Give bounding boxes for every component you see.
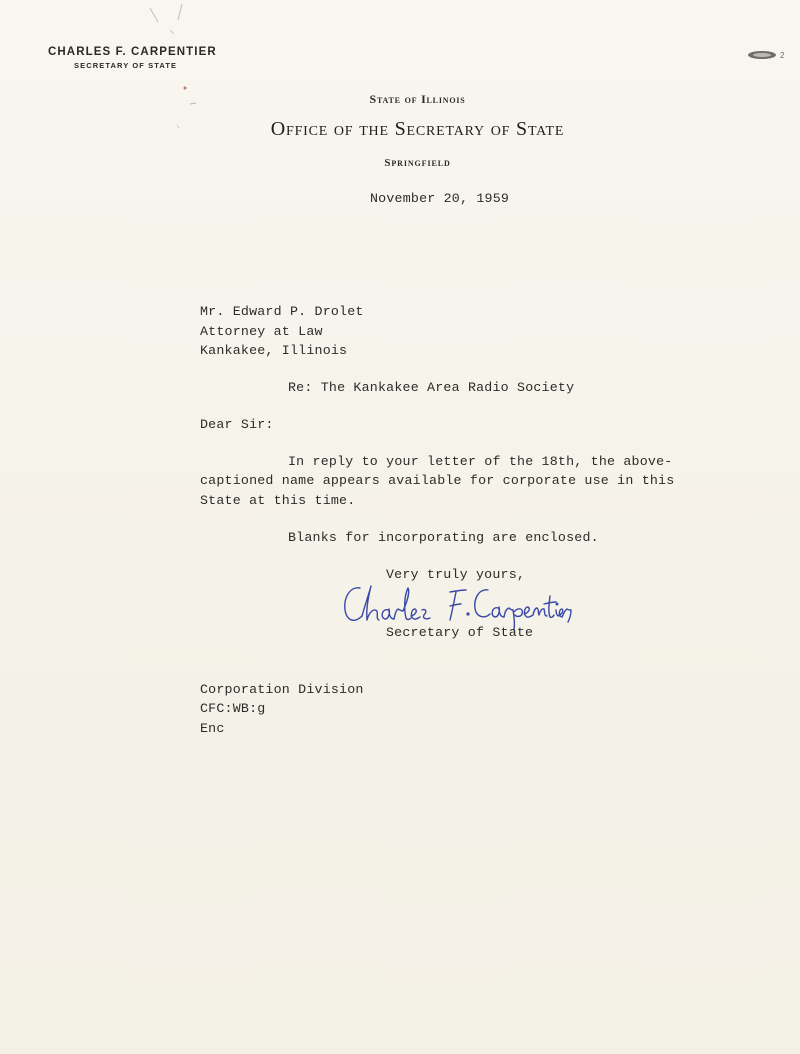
printer-union-mark-icon <box>742 48 790 62</box>
letterhead-title: SECRETARY OF STATE <box>74 61 178 70</box>
letter-date: November 20, 1959 <box>370 191 510 206</box>
svg-text:2: 2 <box>780 51 785 60</box>
reference-line: Enc <box>200 721 225 736</box>
reference-line: Corporation Division <box>200 682 364 697</box>
subject-line: Re: The Kankakee Area Radio Society <box>288 380 575 395</box>
body-line: Blanks for incorporating are enclosed. <box>288 530 599 545</box>
body-line: State at this time. <box>200 493 356 508</box>
closing: Very truly yours, <box>386 567 526 582</box>
address-line: Kankakee, Illinois <box>200 343 348 358</box>
office-heading: Office of the Secretary of State <box>270 118 565 140</box>
letterhead-name: CHARLES F. CARPENTIER <box>48 46 217 58</box>
salutation: Dear Sir: <box>200 417 274 432</box>
body-line: captioned name appears available for corporate use in this <box>200 473 675 488</box>
reference-line: CFC:WB:g <box>200 701 266 716</box>
address-line: Mr. Edward P. Drolet <box>200 304 364 319</box>
signer-title: Secretary of State <box>386 625 534 640</box>
city-heading: Springfield <box>384 157 451 169</box>
state-heading: State of Illinois <box>369 92 466 106</box>
body-line: In reply to your letter of the 18th, the above- <box>288 454 673 469</box>
address-line: Attorney at Law <box>200 324 323 339</box>
